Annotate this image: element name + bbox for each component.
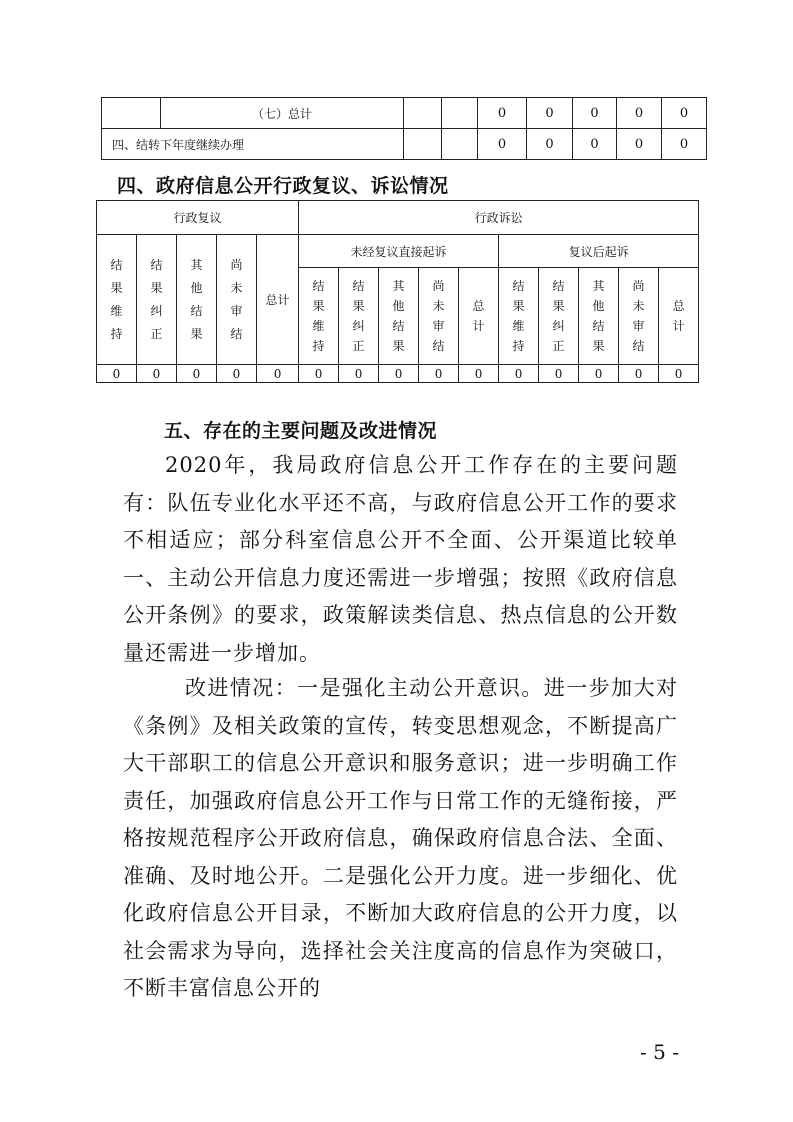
table-cell: 0 bbox=[499, 365, 539, 383]
problems-paragraph: 2020年，我局政府信息公开工作存在的主要问题有：队伍专业化水平还不高，与政府信息公开工作的要求不相适应；部分科室信息公开不全面、公开渠道比较单一、主动公开信息力度还需进一步增强；按照《政府信息公开条例》的要求，政策解读类信息、热点信息的公开数量还需进一步增加。 bbox=[123, 453, 678, 665]
table-cell: 0 bbox=[459, 365, 499, 383]
table-cell: 0 bbox=[339, 365, 379, 383]
table-cell: 0 bbox=[478, 98, 527, 129]
table-cell: 0 bbox=[617, 98, 662, 129]
table-cell: 0 bbox=[97, 365, 137, 383]
table-cell: 0 bbox=[217, 365, 257, 383]
admin-review-header: 行政复议 bbox=[97, 201, 299, 235]
table-row bbox=[102, 98, 707, 129]
col-header: 尚未审结 bbox=[619, 268, 659, 365]
improvements-paragraph: 改进情况：一是强化主动公开意识。进一步加大对《条例》及相关政策的宣传，转变思想观念，不断提高广大干部职工的信息公开意识和服务意识；进一步明确工作责任，加强政府信息公开工作与日常工作的无缝衔接，严格按规范程序公开政府信息，确保政府信息合法、全面、准确、及时地公开。二是强化公开力度。进一步细化、优化政府信息公开目录，不断加大政府信息的公开力度，以社会需求为导向，选择社会关注度高的信息作为突破口，不断丰富信息公开的 bbox=[123, 676, 678, 1000]
table-row bbox=[102, 129, 707, 160]
section-heading-4: 四、政府信息公开行政复议、诉讼情况 bbox=[117, 175, 449, 197]
table-row bbox=[97, 365, 699, 383]
table-cell: 0 bbox=[659, 365, 699, 383]
table-cell bbox=[442, 129, 478, 160]
table-cell: 0 bbox=[662, 98, 707, 129]
section-heading-5: 五、存在的主要问题及改进情况 bbox=[164, 420, 438, 442]
table-cell: 0 bbox=[419, 365, 459, 383]
col-header: 总计 bbox=[659, 268, 699, 365]
table-cell: 0 bbox=[617, 129, 662, 160]
col-header: 尚未审结 bbox=[419, 268, 459, 365]
col-header: 结果维持 bbox=[499, 268, 539, 365]
col-header: 尚未审结 bbox=[217, 235, 257, 365]
table-cell: 0 bbox=[619, 365, 659, 383]
col-header: 结果纠正 bbox=[539, 268, 579, 365]
col-header: 结果纠正 bbox=[137, 235, 177, 365]
after-review-header: 复议后起诉 bbox=[499, 235, 699, 268]
table-row bbox=[97, 235, 699, 268]
table-cell: 0 bbox=[478, 129, 527, 160]
disposal-summary-table bbox=[101, 97, 707, 160]
col-header: 总计 bbox=[257, 235, 299, 365]
row-label-carryover: 四、结转下年度继续办理 bbox=[102, 129, 404, 160]
table-cell: 0 bbox=[379, 365, 419, 383]
table-cell: 0 bbox=[662, 129, 707, 160]
col-header: 结果维持 bbox=[97, 235, 137, 365]
col-header: 其他结果 bbox=[379, 268, 419, 365]
page-number: - 5 - bbox=[640, 1040, 679, 1064]
col-header: 其他结果 bbox=[177, 235, 217, 365]
table-cell: 0 bbox=[579, 365, 619, 383]
table-cell: 0 bbox=[539, 365, 579, 383]
table-cell: 0 bbox=[299, 365, 339, 383]
table-row bbox=[97, 201, 699, 235]
col-header: 总计 bbox=[459, 268, 499, 365]
table-cell bbox=[404, 98, 442, 129]
table-cell: 0 bbox=[527, 98, 573, 129]
col-header: 结果维持 bbox=[299, 268, 339, 365]
table-cell: 0 bbox=[527, 129, 573, 160]
table-cell: 0 bbox=[177, 365, 217, 383]
table-cell: 0 bbox=[573, 98, 617, 129]
table-cell: 0 bbox=[137, 365, 177, 383]
table-cell: 0 bbox=[573, 129, 617, 160]
table-cell bbox=[404, 129, 442, 160]
col-header: 结果纠正 bbox=[339, 268, 379, 365]
row-label-total: （七）总计 bbox=[161, 98, 404, 129]
direct-suit-header: 未经复议直接起诉 bbox=[299, 235, 499, 268]
col-header: 其他结果 bbox=[579, 268, 619, 365]
table-cell bbox=[102, 98, 161, 129]
table-cell: 0 bbox=[257, 365, 299, 383]
litigation-header: 行政诉讼 bbox=[299, 201, 699, 235]
review-litigation-table bbox=[96, 200, 699, 383]
table-cell bbox=[442, 98, 478, 129]
